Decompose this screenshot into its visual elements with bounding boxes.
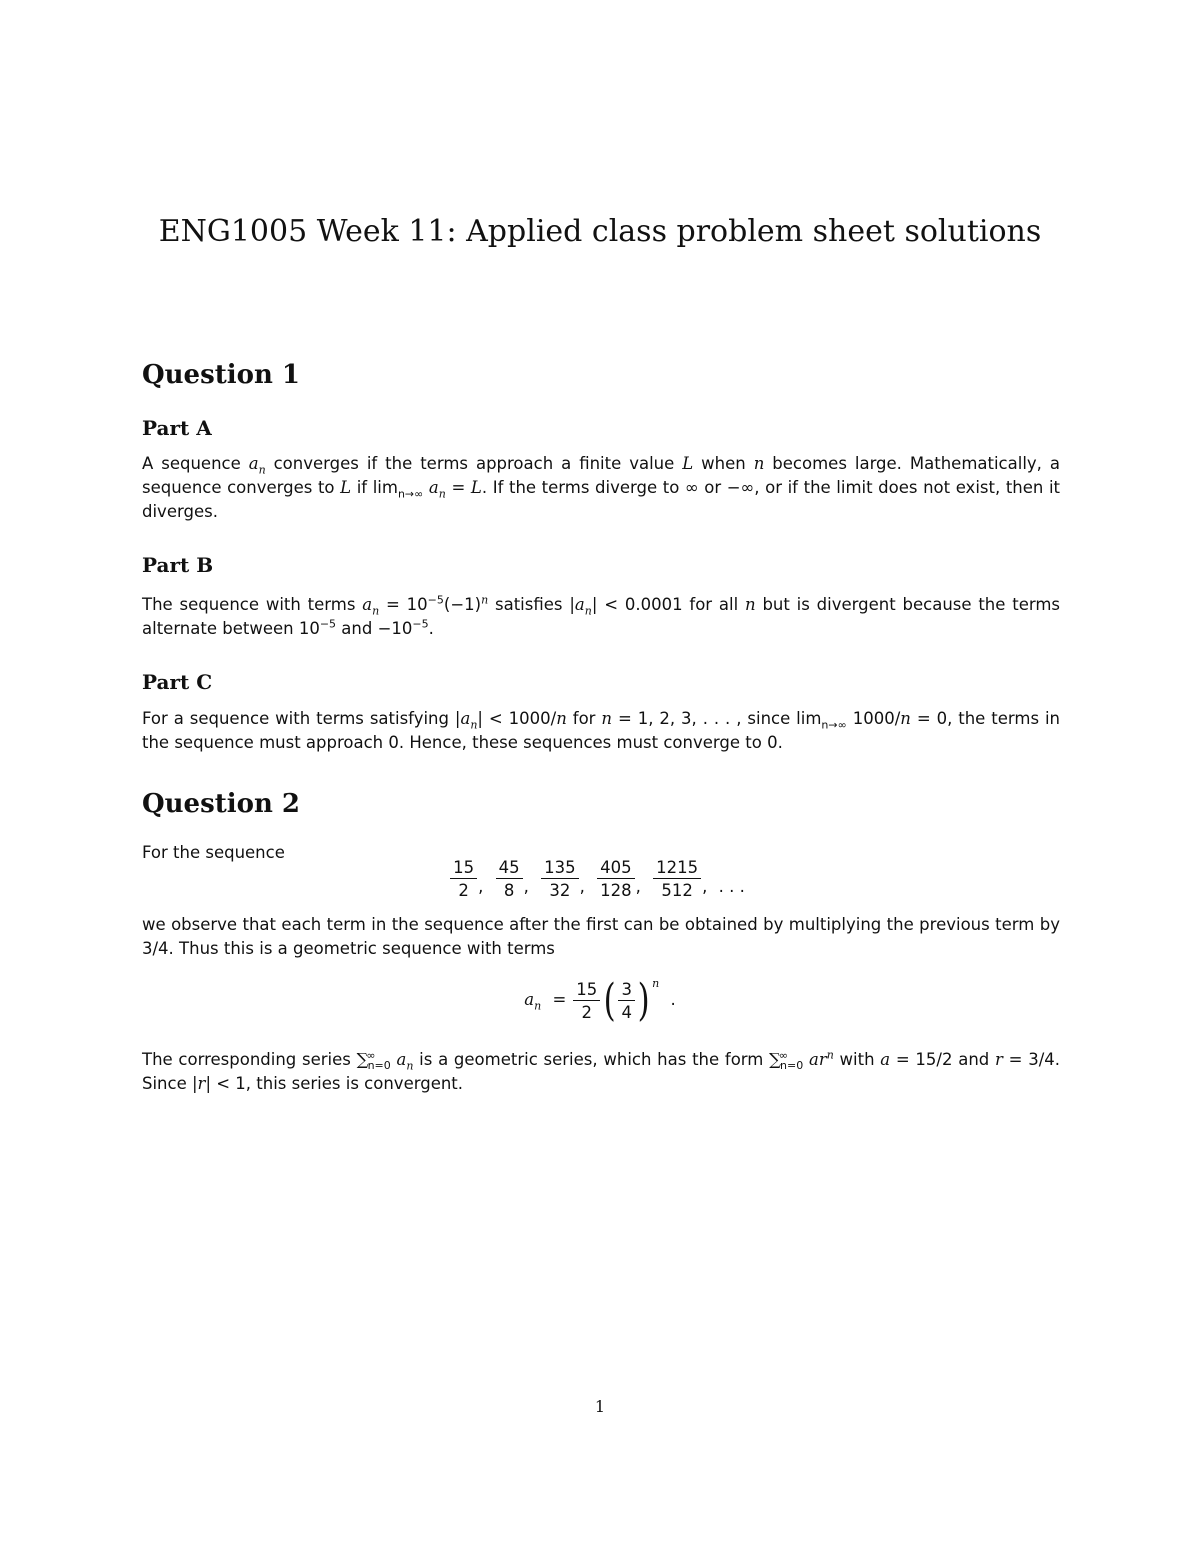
part-b-heading: Part B xyxy=(142,553,214,577)
sequence-term: $\frac{15}{2}$ xyxy=(450,858,477,900)
part-a-heading: Part A xyxy=(142,416,212,440)
question-2-intro: For the sequence xyxy=(142,843,285,862)
part-a-paragraph: A sequence $a_n$ converges if the terms approach a finite value L when n becomes large. Mathematically, a sequence converges to L if $\lim_{n\to\infty} a_n = L$. If the terms diverge to ∞ or −∞, or if the limit does not exist, then it diverges. xyxy=(142,454,1061,521)
sequence-term: $\frac{405}{128}$ xyxy=(597,858,635,900)
formula-fraction: $\frac{15}{2}$ xyxy=(573,980,600,1022)
part-c-paragraph: For a sequence with terms satisfying $|a_n| < 1000/n$ for n = 1, 2, 3, . . . , since $\lim_{n\to\infty} 1000/n = 0$, the terms in the sequence must approach 0. Hence, these sequences must converge to 0. xyxy=(142,709,1061,752)
page-number: 1 xyxy=(594,1397,606,1416)
formula-ratio: $\frac{3}{4}$ xyxy=(618,980,635,1022)
formula-display: $a_n$ = $\frac{15}{2}$ ( $\frac{3}{4}$ ) $^n$ . xyxy=(524,975,676,1026)
question-2-heading: Question 2 xyxy=(142,789,301,819)
sequence-display: $\frac{15}{2}$ , $\frac{45}{8}$ , $\frac{135}{32}$ , $\frac{405}{128}$ , $\frac{1215}{512}$ , . . . xyxy=(0,858,1200,900)
part-c-heading: Part C xyxy=(142,670,213,694)
document-title: ENG1005 Week 11: Applied class problem sheet solutions xyxy=(158,214,1042,249)
question-2-paragraph-1: we observe that each term in the sequence after the first can be obtained by multiplying the previous term by 3/4. Thus this is a geometric sequence with terms xyxy=(142,915,1060,958)
sequence-term: $\frac{135}{32}$ xyxy=(541,858,579,900)
part-b-paragraph: The sequence with terms $a_n = 10^{-5}(-1)^n$ satisfies $|a_n| < 0.0001$ for all n but is divergent because the terms alternate between $10^{-5}$ and $-10^{-5}$. xyxy=(142,593,1061,638)
question-2-paragraph-2: The corresponding series $\sum^\infty_{n=0}$ $a_n$ is a geometric series, which has the form $\sum^\infty_{n=0}$ $ar^n$ with a = 15/2 and r = 3/4. Since |r| < 1, this series is convergent. xyxy=(142,1048,1061,1093)
sequence-term: $\frac{1215}{512}$ xyxy=(653,858,701,900)
sequence-ellipsis: . . . xyxy=(718,876,745,896)
sequence-term: $\frac{45}{8}$ xyxy=(496,858,523,900)
question-1-heading: Question 1 xyxy=(142,360,301,390)
